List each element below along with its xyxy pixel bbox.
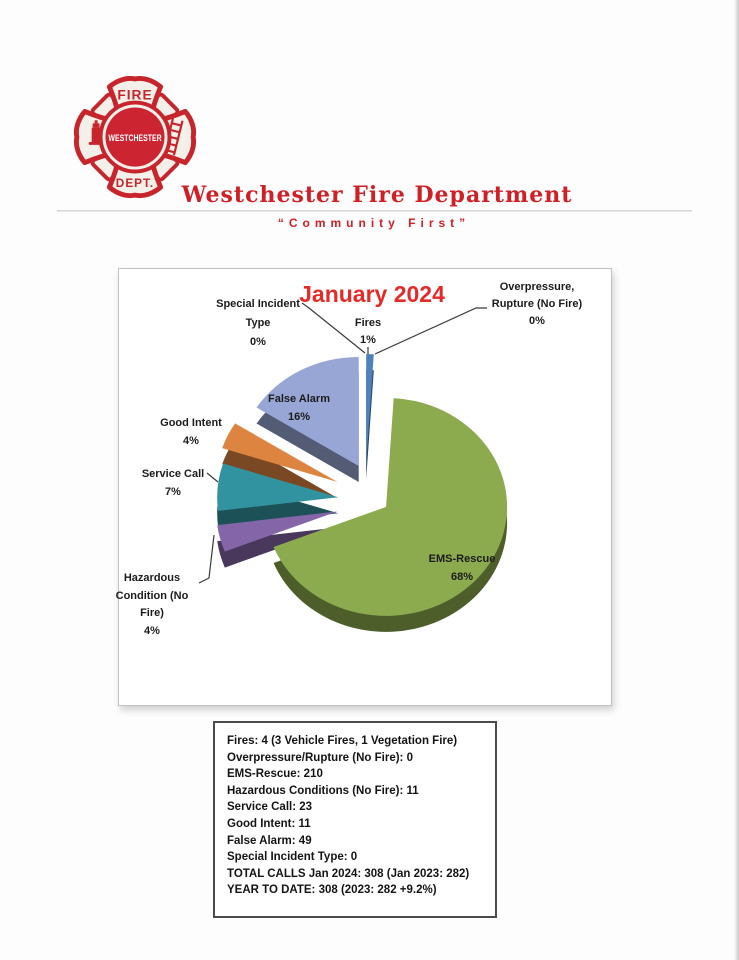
logo-top-text: FIRE [117,87,153,103]
pie-label-good-intent: Good Intent 4% [160,417,222,447]
summary-line: Service Call: 23 [227,801,313,814]
pie-slice-fires [366,354,374,463]
header-motto: “Community First” [277,216,471,230]
header-divider [57,210,692,212]
summary-line: EMS-Rescue: 210 [227,768,323,781]
monthly-summary-box [213,721,497,918]
pie-label-hazardous-condition-no-fire-: Hazardous Condition (No Fire) 4% [115,572,189,637]
label-leader-line [199,535,214,583]
pie-chart-panel [115,268,612,706]
label-leader-line [375,308,487,354]
pie-label-special-incident-type: Special Incident Type 0% [216,298,300,348]
pie-label-false-alarm: False Alarm 16% [268,393,330,423]
summary-line: False Alarm: 49 [227,834,312,847]
chart-title: January 2024 [299,281,445,307]
page-title: Westchester Fire Department [181,182,573,208]
pie-label-overpressure-rupture-no-fire-: Overpressure, Rupture (No Fire) 0% [491,281,583,327]
summary-line: Hazardous Conditions (No Fire): 11 [227,784,419,797]
summary-line: Fires: 4 (3 Vehicle Fires, 1 Vegetation Fire) [227,735,458,747]
pie-label-service-call: Service Call 7% [141,468,205,498]
logo-center-text: WESTCHESTER [108,132,163,143]
summary-line: YEAR TO DATE: 308 (2023: 282 +9.2%) [227,884,437,897]
logo-bottom-text: DEPT. [115,176,155,191]
pie-label-fires: Fires 1% [354,317,382,346]
label-leader-line [207,473,218,482]
pie-label-ems-rescue: EMS-Rescue 68% [428,553,496,583]
summary-line: Overpressure/Rupture (No Fire): 0 [227,751,413,764]
summary-line: Special Incident Type: 0 [227,851,358,864]
summary-line: Good Intent: 11 [227,817,311,830]
summary-line: TOTAL CALLS Jan 2024: 308 (Jan 2023: 282) [227,867,470,880]
photo-edge [734,0,739,960]
